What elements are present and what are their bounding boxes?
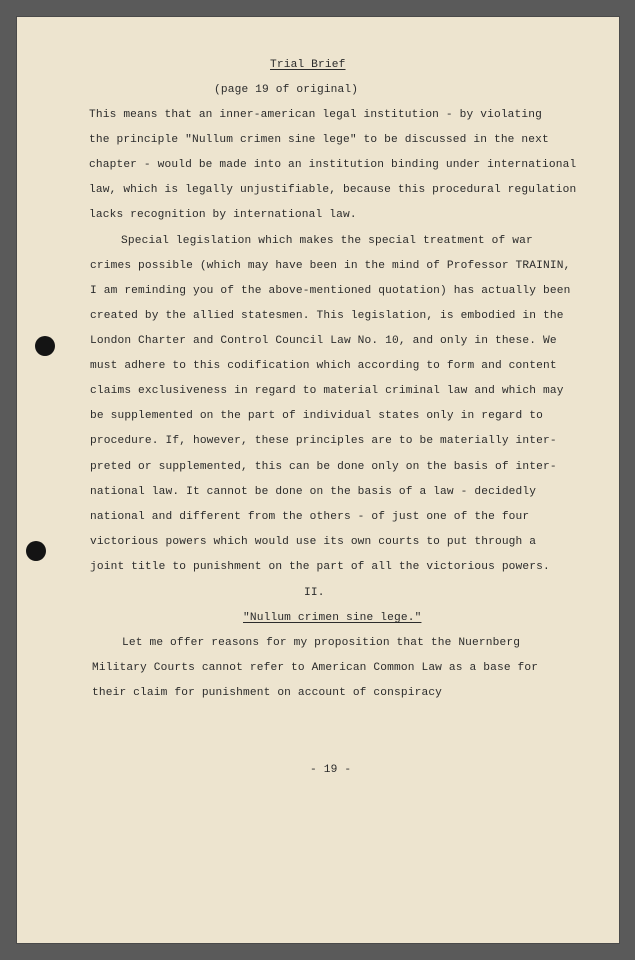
text-line: lacks recognition by international law. — [89, 209, 357, 221]
section-number: II. — [304, 587, 325, 599]
text-line: national law. It cannot be done on the basis of a law - decidedly — [90, 486, 537, 498]
text-line: victorious powers which would use its own courts to put through a — [90, 536, 537, 548]
document-title: Trial Brief — [270, 59, 346, 71]
text-line: be supplemented on the part of individual states only in regard to — [90, 410, 543, 422]
text-line: joint title to punishment on the part of all the victorious powers. — [90, 561, 550, 573]
text-line: chapter - would be made into an institution binding under international — [89, 159, 577, 171]
text-line: crimes possible (which may have been in the mind of Professor TRAININ, — [90, 260, 571, 272]
text-line: the principle "Nullum crimen sine lege" to be discussed in the next — [89, 134, 549, 146]
text-line: This means that an inner-american legal institution - by violating — [89, 109, 542, 121]
text-line: Special legislation which makes the special treatment of war — [121, 235, 533, 247]
text-line: Let me offer reasons for my proposition that the Nuernberg — [122, 637, 521, 649]
text-line: must adhere to this codification which according to form and content — [90, 360, 557, 372]
document-page — [16, 16, 620, 944]
page-number: - 19 - — [310, 764, 352, 776]
text-line: London Charter and Control Council Law No. 10, and only in these. We — [90, 335, 557, 347]
text-line: their claim for punishment on account of conspiracy — [92, 687, 443, 699]
text-line: created by the allied statesmen. This legislation, is embodied in the — [90, 310, 564, 322]
text-line: law, which is legally unjustifiable, because this procedural regulation — [89, 184, 577, 196]
text-line: national and different from the others - of just one of the four — [90, 511, 530, 523]
punch-hole — [35, 336, 55, 356]
page-reference: (page 19 of original) — [214, 84, 359, 96]
section-heading: "Nullum crimen sine lege." — [243, 612, 422, 624]
punch-hole — [26, 541, 46, 561]
text-line: preted or supplemented, this can be done only on the basis of inter- — [90, 461, 557, 473]
text-line: I am reminding you of the above-mentioned quotation) has actually been — [90, 285, 571, 297]
text-line: procedure. If, however, these principles are to be materially inter- — [90, 435, 557, 447]
text-line: claims exclusiveness in regard to material criminal law and which may — [90, 385, 564, 397]
text-line: Military Courts cannot refer to American Common Law as a base for — [92, 662, 539, 674]
